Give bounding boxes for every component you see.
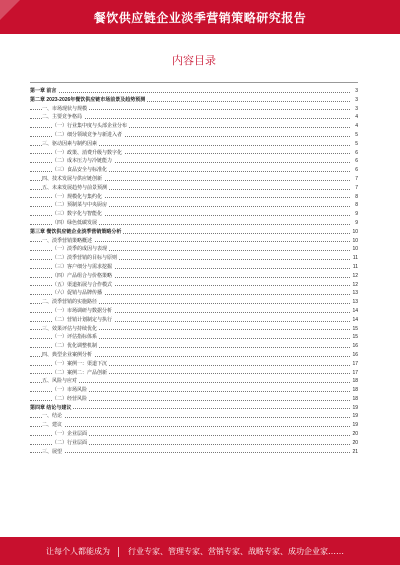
toc-entry-text: （二）案例二：产品创新 [52,369,108,376]
toc-entry[interactable] [30,369,358,378]
toc-entry-page: 16 [352,343,358,350]
toc-entry-text: （二）淡季营销的目标与原则 [52,255,118,262]
toc-list [30,87,358,456]
toc-entry[interactable] [30,131,358,140]
toc-entry-page: 10 [352,246,358,253]
toc-entry-page: 5 [355,140,358,147]
toc-entry-text: （二）优化调整机制 [52,343,98,350]
toc-entry-text: 五、风险与应对 [42,378,78,385]
toc-entry[interactable] [30,105,358,114]
toc-entry-text: （一）企业层面 [52,431,88,438]
toc-entry[interactable] [30,184,358,193]
toc-entry-page: 13 [352,299,358,306]
toc-entry-text: 三、驱动因素与制约因素 [42,140,98,147]
table-of-contents [30,52,358,512]
toc-entry-page: 12 [352,281,358,288]
toc-entry[interactable] [30,307,358,316]
toc-entry[interactable] [30,325,358,334]
toc-entry[interactable] [30,157,358,166]
toc-entry-page: 5 [355,131,358,138]
toc-entry-page: 18 [352,395,358,402]
toc-entry-page: 12 [352,272,358,279]
footer-slogan-right: 行业专家、管理专家、营销专家、战略专家、成功企业家…… [128,547,344,556]
toc-entry[interactable] [30,386,358,395]
toc-entry-page: 11 [352,255,358,262]
toc-entry-page: 9 [355,211,358,218]
toc-entry-text: （一）政策、消费升级与数字化 [52,149,123,156]
toc-dot-leader [30,452,350,453]
toc-entry-page: 15 [352,325,358,332]
toc-entry[interactable] [30,219,358,228]
toc-top-rule [30,82,358,83]
toc-entry-text: （一）淡季的成因与表现 [52,246,108,253]
toc-entry[interactable] [30,377,358,386]
toc-entry-page: 7 [355,184,358,191]
toc-entry-text: （二）营销计划制定与执行 [52,316,113,323]
toc-entry[interactable] [30,333,358,342]
toc-entry-page: 13 [352,290,358,297]
toc-entry[interactable] [30,210,358,219]
toc-entry[interactable] [30,87,358,96]
toc-entry[interactable] [30,430,358,439]
toc-entry[interactable] [30,412,358,421]
toc-entry-page: 15 [352,334,358,341]
toc-entry-page: 9 [355,219,358,226]
toc-entry-text: 三、效果评估与持续优化 [42,325,98,332]
toc-entry[interactable] [30,298,358,307]
toc-entry[interactable] [30,140,358,149]
toc-entry-text: （三）数字化与智能化 [52,211,103,218]
toc-entry-text: 三、展望 [42,448,63,455]
toc-entry-page: 10 [352,228,358,235]
toc-entry-text: （五）渠道拓展与合作模式 [52,281,113,288]
toc-entry-text: 第二章 2023-2026年餐饮供应链市场前景及趋势预测 [30,96,146,103]
toc-entry-text: 第一章 前言 [30,88,57,94]
toc-entry-page: 18 [352,387,358,394]
toc-entry[interactable] [30,122,358,131]
toc-entry[interactable] [30,448,358,457]
toc-entry[interactable] [30,272,358,281]
toc-entry-text: （一）市场调研与数据分析 [52,307,113,314]
report-title: 餐饮供应链企业淡季营销策略研究报告 [93,11,307,25]
toc-entry[interactable] [30,360,358,369]
toc-entry-page: 6 [355,167,358,174]
toc-entry-text: 四、技术发展与供应链创新 [42,175,103,182]
toc-entry-page: 19 [352,404,358,411]
toc-entry-text: （四）产品组合与价格策略 [52,272,113,279]
toc-entry[interactable] [30,289,358,298]
toc-entry[interactable] [30,96,358,105]
toc-entry-page: 3 [355,88,358,94]
toc-dot-leader [30,417,350,418]
toc-entry-text: （二）成本压力与冷链能力 [52,158,113,165]
toc-entry-text: 一、市场现状与规模 [42,105,88,112]
toc-entry[interactable] [30,245,358,254]
toc-entry[interactable] [30,237,358,246]
toc-entry-page: 20 [352,439,358,446]
toc-entry-page: 19 [352,422,358,429]
toc-entry[interactable] [30,201,358,210]
toc-entry-text: 第三章 餐饮供应链企业淡季营销策略分析 [30,228,122,235]
toc-entry-text: （一）规模化与集约化 [52,193,103,200]
toc-entry-page: 11 [352,263,358,270]
toc-dot-leader [30,408,350,409]
toc-entry-page: 16 [352,351,358,358]
toc-entry-page: 8 [355,202,358,209]
toc-entry-page: 18 [352,378,358,385]
toc-entry-text: 二、建议 [42,422,63,429]
toc-entry-text: （六）促销与品牌传播 [52,290,103,297]
toc-entry-page: 4 [355,123,358,130]
toc-entry[interactable] [30,254,358,263]
toc-entry-text: （四）绿色低碳发展 [52,219,98,226]
toc-entry[interactable] [30,263,358,272]
toc-entry-page: 20 [352,431,358,438]
toc-entry-text: （二）行业层面 [52,439,88,446]
toc-entry[interactable] [30,228,358,237]
toc-entry-page: 17 [352,360,358,367]
toc-entry-text: （一）案例一：渠道下沉 [52,360,108,367]
toc-entry-text: （一）市场风险 [52,387,88,394]
toc-entry-page: 6 [355,149,358,156]
toc-entry[interactable] [30,175,358,184]
toc-entry-page: 3 [355,105,358,112]
toc-entry-page: 14 [352,316,358,323]
report-footer [0,537,400,565]
toc-entry[interactable] [30,395,358,404]
toc-dot-leader [30,92,350,93]
toc-entry-text: （二）细分领域竞争与新进入者 [52,131,123,138]
toc-entry[interactable] [30,193,358,202]
toc-entry-page: 19 [352,413,358,420]
toc-entry[interactable] [30,166,358,175]
toc-entry-text: （三）食品安全与标准化 [52,167,108,174]
toc-entry-page: 21 [352,448,358,455]
toc-entry[interactable] [30,281,358,290]
footer-slogan-left: 让每个人都能成为 [46,547,110,556]
toc-entry-text: （一）行业集中度与头部企业分布 [52,123,128,130]
toc-entry-text: 二、淡季营销的实施路径 [42,299,98,306]
toc-entry[interactable] [30,439,358,448]
toc-dot-leader [30,426,350,427]
toc-entry-page: 7 [355,175,358,182]
toc-entry[interactable] [30,316,358,325]
toc-entry[interactable] [30,342,358,351]
toc-entry-text: 二、主要竞争格局 [42,114,83,121]
toc-entry-text: 第四章 结论与建议 [30,404,72,411]
toc-entry-text: （二）预制菜与中央厨房 [52,202,108,209]
toc-entry-text: 五、未来发展趋势与前景预测 [42,184,108,191]
toc-entry-page: 6 [355,158,358,165]
toc-entry-page: 8 [355,193,358,200]
toc-entry-page: 10 [352,237,358,244]
toc-entry[interactable] [30,421,358,430]
toc-entry[interactable] [30,149,358,158]
toc-entry-page: 4 [355,114,358,121]
toc-entry-text: 一、淡季营销策略概述 [42,237,93,244]
footer-divider [118,547,119,557]
toc-entry-text: （一）评估指标体系 [52,334,98,341]
toc-entry-text: 一、结论 [42,413,63,420]
toc-entry-page: 17 [352,369,358,376]
toc-entry-text: （二）经营风险 [52,395,88,402]
toc-entry[interactable] [30,113,358,122]
toc-title: 内容目录 [172,54,216,67]
toc-entry-text: 四、典型企业案例分析 [42,351,93,358]
toc-entry-page: 14 [352,307,358,314]
toc-entry-page: 3 [355,96,358,103]
toc-entry-text: （三）客户细分与需求挖掘 [52,263,113,270]
toc-entry[interactable] [30,404,358,413]
toc-entry[interactable] [30,351,358,360]
report-header [0,0,400,34]
